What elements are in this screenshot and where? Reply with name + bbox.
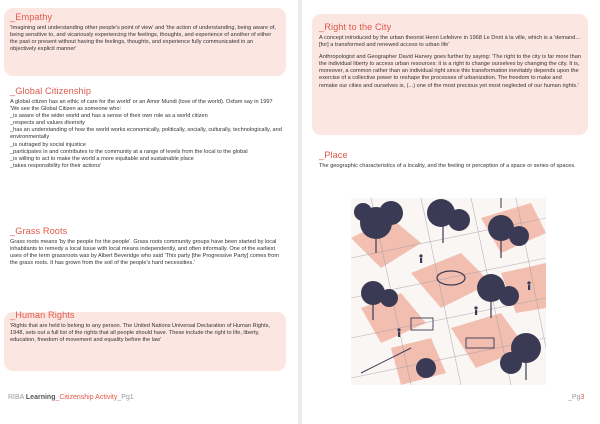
right-to-city-para-2: Anthropologist and Geographer David Harvey goes further by saying: 'The right to the city is far more than the individual liberty to access urban resources: it is a right to change ourselves by changing the city. It is, moreover, a common rather than an individual right since this transformation inevitably depends upon the exercise of a collective power to reshape the processes of urbanization. The freedom to make and remake our cities and ourselves is, (...) one of the most precious yet most neglected of our human rights.' <box>319 54 581 89</box>
place-heading: _Place <box>319 150 348 160</box>
right-to-city-para-1: A concept introduced by the urban theorist Henri Lefebvre in 1968 Le Droit à la ville, which is a 'demand...[for] a transformed and renewed access to urban life' <box>319 35 581 49</box>
right-to-city-section <box>319 22 581 90</box>
grass-roots-section <box>10 226 282 267</box>
footer-left <box>8 394 134 401</box>
human-rights-section <box>10 310 280 344</box>
footer-page-left: _Pg1 <box>117 394 134 401</box>
list-item: _is aware of the wider world and has a sense of their own role as a world citizen <box>10 113 208 120</box>
urban-illustration <box>351 198 546 385</box>
empathy-heading: _Empathy <box>10 12 53 22</box>
list-item: _is outraged by social injustice <box>10 141 86 148</box>
human-rights-heading: _Human Rights <box>10 310 75 320</box>
footer-brand: RIBA <box>8 394 24 401</box>
global-citizenship-intro: A global citizen has an ethic of care for the world' or an Amor Mundi (love of the world). Oxfam say in 1997 'We see the Global Citizen as someone who: <box>10 99 273 113</box>
list-item: _is willing to act to make the world a more equitable and sustainable place <box>10 155 194 162</box>
list-item: _takes responsibility for their actions' <box>10 162 102 169</box>
empathy-section <box>10 12 280 53</box>
footer-page-right-prefix: _Pg <box>568 394 581 401</box>
list-item: _participates in and contributes to the community at a range of levels from the local to the global <box>10 148 248 155</box>
footer-right <box>568 394 584 401</box>
global-citizenship-heading: _Global Citizenship <box>10 86 92 96</box>
human-rights-text: 'Rights that are held to belong to any person. The United Nations Universal Declaration of Human Rights, 1948, sets out a full list of the rights that all people should have. These include the right to life, liberty, education, freedom of movement and equality before the law' <box>10 323 270 344</box>
footer-page-right-number: 3 <box>580 394 585 401</box>
global-citizenship-section <box>10 86 282 170</box>
list-item: _respects and values diversity <box>10 120 85 127</box>
footer-learning: Learning <box>25 394 56 401</box>
global-citizenship-list <box>10 113 282 170</box>
place-text: The geographic characteristics of a locality, and the feeling or perception of a space or series of spaces. <box>319 163 576 169</box>
grass-roots-text: Grass roots means 'by the people for the people'. Grass roots community groups have been started by local inhabitants to remedy a local issue with local means independently, and often informally. One of the earliest uses of the term grassroots was by Albert Beveridge who said 'This party [the Progressive Party] comes from the grass roots. It has grown from the soil of the people's hard necessities.' <box>10 239 280 267</box>
right-to-city-heading: _Right to the City <box>319 22 392 32</box>
empathy-text: 'Imagining and understanding other people's point of view' and 'the action of understanding, being aware of, being sensitive to, and vicariously experiencing the feelings, thoughts, and experience of another of either the past or present without having the feelings, thoughts, and experience fully communicated in an objectively explicit manner' <box>10 25 276 53</box>
left-page <box>0 0 298 424</box>
footer-activity: _Citizenship Activity <box>55 394 118 401</box>
grass-roots-heading: _Grass Roots <box>10 226 68 236</box>
place-section <box>319 150 581 170</box>
list-item: _has an understanding of how the world works economically, politically, socially, culturally, technologically, and environmentally <box>10 127 282 141</box>
